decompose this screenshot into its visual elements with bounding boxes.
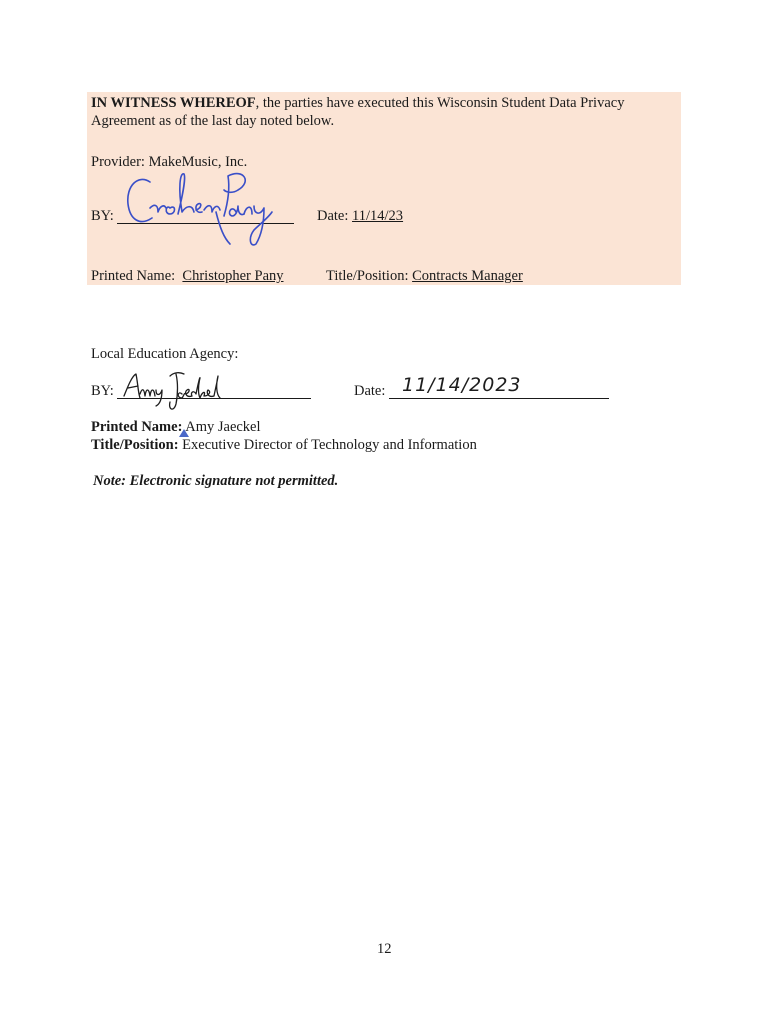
provider-date-label: Date: — [317, 208, 349, 224]
lea-title-value: Executive Director of Technology and Information — [182, 437, 477, 453]
lea-heading: Local Education Agency: — [91, 346, 239, 362]
lea-title — [91, 437, 477, 454]
lea-by-label: BY: — [91, 383, 114, 399]
page-number: 12 — [377, 941, 392, 957]
witness-rest: , the parties have executed this Wisconsin Student Data Privacy — [255, 95, 625, 111]
lea-printed-name-value: Amy Jaeckel — [185, 419, 261, 435]
electronic-signature-note: Note: Electronic signature not permitted. — [93, 473, 339, 489]
lea-date-line — [389, 398, 609, 399]
provider-printed-name-value: Christopher Pany — [182, 268, 284, 284]
witness-clause-line1 — [91, 95, 624, 112]
provider-name: Provider: MakeMusic, Inc. — [91, 154, 248, 170]
lea-printed-name-label: Printed Name: — [91, 419, 183, 435]
lea-date-label: Date: — [354, 383, 386, 399]
provider-title-label: Title/Position: — [326, 268, 409, 284]
insertion-caret-icon — [179, 429, 189, 437]
provider-title — [326, 268, 523, 285]
lea-printed-name — [91, 419, 261, 436]
lea-signature — [120, 370, 235, 419]
provider-date — [317, 208, 403, 225]
provider-date-value: 11/14/23 — [352, 208, 404, 224]
provider-printed-name — [91, 268, 284, 285]
provider-printed-name-label: Printed Name: — [91, 268, 176, 284]
provider-signature — [120, 168, 280, 255]
lea-date-value: 11/14/2023 — [402, 374, 522, 396]
provider-title-value: Contracts Manager — [412, 268, 523, 284]
provider-by-label: BY: — [91, 208, 114, 224]
lea-title-label: Title/Position: — [91, 437, 179, 453]
witness-bold: IN WITNESS WHEREOF — [91, 95, 256, 111]
witness-clause-line2: Agreement as of the last day noted below. — [91, 113, 335, 129]
